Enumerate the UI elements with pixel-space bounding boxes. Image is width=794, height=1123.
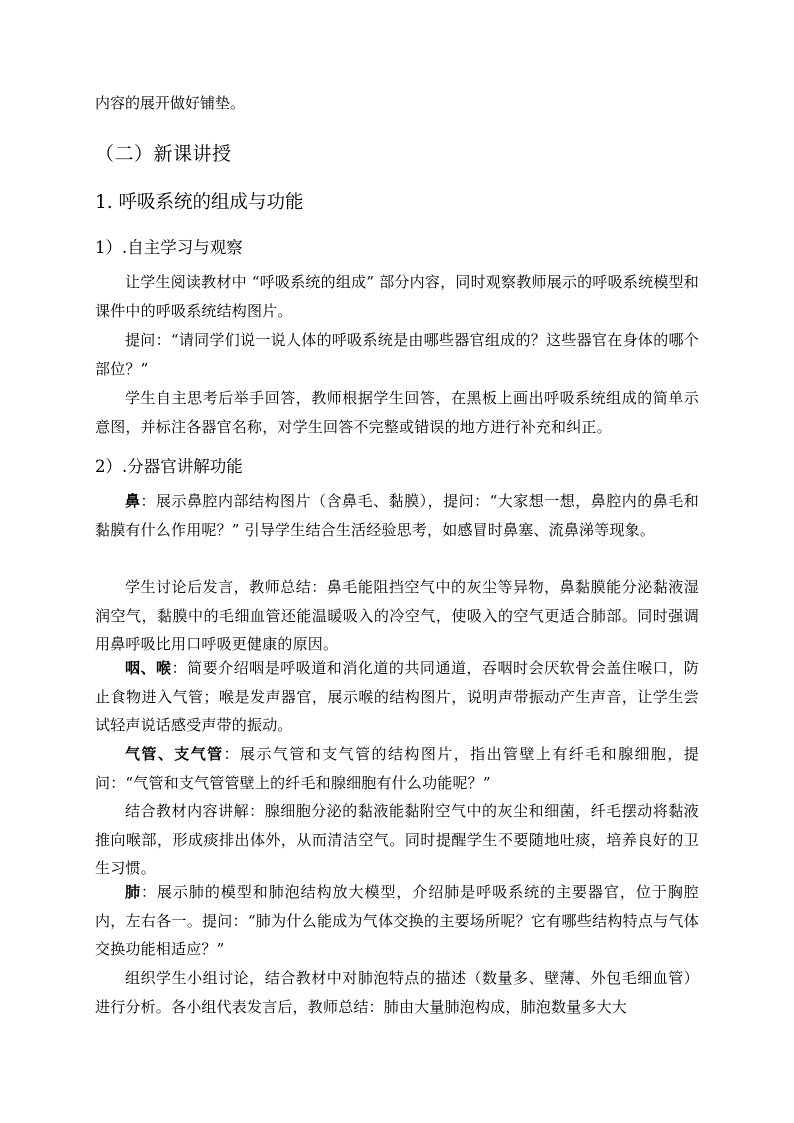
trachea-text: ：展示气管和支气管的结构图片，指出管壁上有纤毛和腺细胞，提问：“气管和支气管管壁上的纤毛和腺细胞有什么功能呢？” (95, 745, 700, 792)
trachea-paragraph (95, 740, 699, 797)
nose-paragraph (95, 487, 699, 544)
sub1-paragraph-2: 提问：“请同学们说一说人体的呼吸系统是由哪些器官组成的？这些器官在身体的哪个部位？” (95, 331, 699, 378)
subsection-1-heading: 1）.自主学习与观察 (95, 238, 243, 257)
nose-summary-paragraph: 学生讨论后发言，教师总结：鼻毛能阻挡空气中的灰尘等异物，鼻黏膜能分泌黏液湿润空气，黏膜中的毛细血管还能温暖吸入的冷空气，使吸入的空气更适合肺部。同时强调用鼻呼吸比用口呼吸更健康的原因。 (95, 578, 699, 653)
throat-text: ：简要介绍咽是呼吸道和消化道的共同通道，吞咽时会厌软骨会盖住喉口，防止食物进入气管；喉是发声器官，展示喉的结构图片，说明声带振动产生声音，让学生尝试轻声说话感受声带的振动。 (95, 659, 699, 734)
trachea-label: 气管、支气管 (125, 745, 224, 763)
intro-tail-paragraph: 内容的展开做好铺垫。 (95, 94, 246, 112)
section-heading: （二）新课讲授 (95, 143, 232, 165)
throat-paragraph (95, 654, 699, 740)
throat-label: 咽、喉 (125, 659, 172, 677)
trachea-summary-paragraph: 结合教材内容讲解：腺细胞分泌的黏液能黏附空气中的灰尘和细菌，纤毛摆动将黏液推向喉部，形成痰排出体外，从而清洁空气。同时提醒学生不要随地吐痰，培养良好的卫生习惯。 (95, 802, 699, 877)
lung-label: 肺 (125, 883, 141, 901)
sub1-paragraph-3: 学生自主思考后举手回答，教师根据学生回答，在黑板上画出呼吸系统组成的简单示意图，并标注各器官名称，对学生回答不完整或错误的地方进行补充和纠正。 (95, 389, 699, 436)
subsection-2-heading: 2）.分器官讲解功能 (95, 457, 243, 476)
nose-label: 鼻 (125, 492, 141, 510)
nose-text: ：展示鼻腔内部结构图片（含鼻毛、黏膜），提问：“大家想一想，鼻腔内的鼻毛和黏膜有什么作用呢？” 引导学生结合生活经验思考，如感冒时鼻塞、流鼻涕等现象。 (95, 492, 700, 539)
lung-paragraph (95, 878, 699, 964)
lung-summary-paragraph: 组织学生小组讨论，结合教材中对肺泡特点的描述（数量多、壁薄、外包毛细血管）进行分析。各小组代表发言后，教师总结：肺由大量肺泡构成，肺泡数量多大大 (95, 969, 699, 1016)
topic-heading: 1. 呼吸系统的组成与功能 (95, 192, 304, 213)
sub1-paragraph-1: 让学生阅读教材中 “呼吸系统的组成” 部分内容，同时观察教师展示的呼吸系统模型和课件中的呼吸系统结构图片。 (95, 273, 699, 320)
lung-text: ：展示肺的模型和肺泡结构放大模型，介绍肺是呼吸系统的主要器官，位于胸腔内，左右各一。提问：“肺为什么能成为气体交换的主要场所呢？它有哪些结构特点与气体交换功能相适应？” (95, 883, 699, 958)
